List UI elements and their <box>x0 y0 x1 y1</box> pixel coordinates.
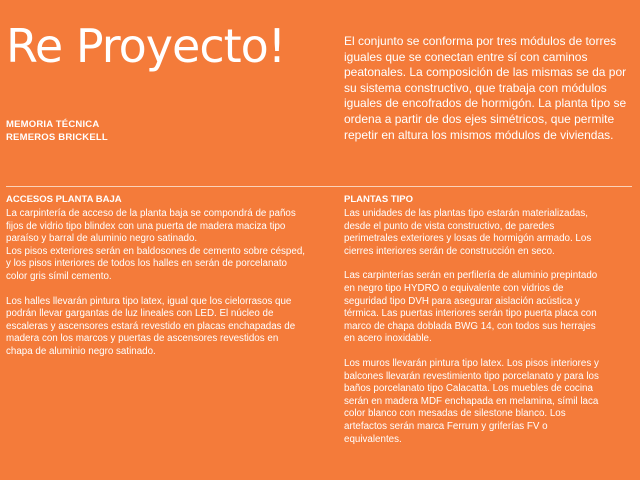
section-heading: ACCESOS PLANTA BAJA <box>6 194 122 205</box>
paragraph: La carpintería de acceso de la planta baja se compondrá de paños fijos de vidrio tipo blindex con una puerta de madera maciza tipo paraíso y barral de aluminio negro satinado. <box>6 208 296 245</box>
paragraph: Los halles llevarán pintura tipo latex, igual que los cielorrasos que podrán llevar gargantas de luz lineales con LED. El núcleo de escaleras y ascensores estará revestido en placas enchapadas de madera con los marcos y puertas de ascensores revestidos en chapa de aluminio negro satinado. <box>6 295 296 357</box>
subtitle-memoria: MEMORIA TÉCNICA <box>6 119 100 130</box>
section-accesos-planta-baja <box>6 194 306 359</box>
intro-paragraph: El conjunto se conforma por tres módulos de torres iguales que se conectan entre sí con caminos peatonales. La composición de las mismas se da por su sistema constructivo, que trabaja con módulos iguales de encofrados de hormigón. La planta tipo se ordena a partir de dos ejes simétricos, que permite repetir en altura los mismos módulos de viviendas. <box>344 34 627 142</box>
document-subtitle <box>6 118 108 144</box>
paragraph: Los pisos exteriores serán en baldosones de cemento sobre césped, y los pisos interiores de todos los halles en serán de porcelanato color gris símil cemento. <box>6 245 305 282</box>
section-heading: PLANTAS TIPO <box>344 194 413 205</box>
section-plantas-tipo <box>344 194 606 446</box>
subtitle-project: REMEROS BRICKELL <box>6 132 108 143</box>
section-divider <box>6 186 632 187</box>
paragraph: Las unidades de las plantas tipo estarán materializadas, desde el punto de vista constructivo, de paredes perimetrales exteriores y losas de hormigón armado. Los cierres interiores serán de construcción en seco. <box>344 208 592 257</box>
paragraph: Las carpinterías serán en perfilería de aluminio prepintado en negro tipo HYDRO o equivalente con vidrios de seguridad tipo DVH para asegurar aislación acústica y térmica. Las puertas interiores serán tipo puerta placa con marco de chapa doblada BWG 14, con todos sus herrajes en acero inoxidable. <box>344 270 598 345</box>
logo: Re Proyecto! <box>6 19 286 73</box>
paragraph: Los muros llevarán pintura tipo latex. Los pisos interiores y balcones llevarán revestimiento tipo porcelanato y para los baños porcelanato tipo Calacatta. Los muebles de cocina serán en madera MDF enchapada en melamina, símil laca color blanco con mesadas de silestone blanco. Los artefactos serán marca Ferrum y griferías FV o equivalentes. <box>344 357 599 445</box>
